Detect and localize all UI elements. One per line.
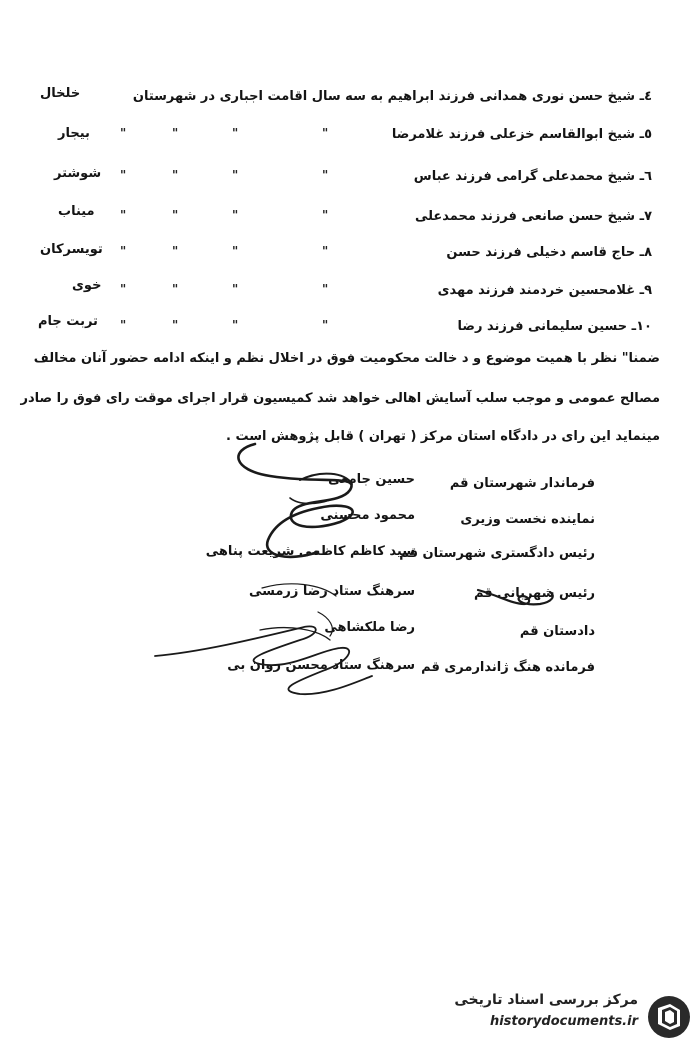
signature-stroke [238,444,352,557]
paragraph-line-1: ضمنا" نظر با همیت موضوع و د خالت محکومیت فوق در اخلال نظم و اینکه ادامه حضور آنان مخالف [33,351,660,366]
ditto-mark: " [172,168,179,182]
signatory-name: سرهنگ ستاد رضا زرمسی [248,584,415,599]
list-item-7-city: میناب [58,204,95,219]
ditto-mark: " [322,282,329,296]
ditto-mark: " [232,208,239,222]
list-item-4: ٤ـ شیخ حسن نوری همدانی فرزند ابراهیم به سه سال اقامت اجباری در شهرستان [132,89,652,104]
signatory-title: فرمانده هنگ ژاندارمری قم [421,660,595,675]
list-item-5: ٥ـ شیخ ابوالقاسم خزعلی فرزند غلامرضا [391,127,652,142]
signature-stroke [290,498,330,504]
signatory-name: سرهنگ ستاد محسن روان بی [227,658,415,673]
ditto-mark: " [120,318,127,332]
ditto-mark: " [120,168,127,182]
list-item-9: ٩ـ غلامحسین خردمند فرزند مهدی [437,283,652,298]
ditto-mark: " [322,126,329,140]
list-item-7: ٧ـ شیخ حسن صانعی فرزند محمدعلی [414,209,652,224]
document-center-logo-icon [646,994,692,1040]
list-item-6: ٦ـ شیخ محمدعلی گرامی فرزند عباس [413,169,652,184]
ditto-mark: " [172,282,179,296]
list-item-4-city: خلخال [40,86,81,101]
signatory-title: دادستان قم [519,624,595,639]
ditto-mark: " [232,282,239,296]
ditto-mark: " [322,244,329,258]
ditto-mark: " [172,318,179,332]
list-item-8-city: تویسرکان [40,242,103,257]
ditto-mark: " [120,282,127,296]
footer-watermark [410,990,700,1040]
ditto-mark: " [322,318,329,332]
ditto-mark: " [232,126,239,140]
ditto-mark: " [120,208,127,222]
list-item-5-city: بیجار [58,126,90,141]
footer-title: مرکز بررسی اسناد تاریخی [454,992,638,1008]
signatory-title: رئیس دادگستری شهرستان قم [399,546,595,561]
ditto-mark: " [172,208,179,222]
signatory-title: فرماندار شهرستان قم [449,476,595,491]
signatory-title: نماینده نخست وزیری [460,512,595,527]
ditto-mark: " [232,244,239,258]
ditto-mark: " [172,126,179,140]
signatory-name: حسین جامعی [328,472,415,487]
ditto-mark: " [232,318,239,332]
ditto-mark: " [322,208,329,222]
signatory-name: سید کاظم کاظمی شریعت پناهی [205,544,415,559]
signatory-name: رضا ملکشاهی [324,620,415,635]
footer-url: historydocuments.ir [489,1014,638,1029]
ditto-mark: " [120,126,127,140]
list-item-8: ٨ـ حاج قاسم دخیلی فرزند حسن [446,245,652,260]
signatory-name: محمود محسنی [320,508,415,523]
ditto-mark: " [172,244,179,258]
ditto-mark: " [322,168,329,182]
list-item-10: ١٠ـ حسین سلیمانی فرزند رضا [457,319,652,334]
list-item-10-city: تربت جام [38,314,98,329]
list-item-6-city: شوشتر [54,166,102,181]
paragraph-line-3: مینماید این رای در دادگاه استان مرکز ( تهران ) قابل پژوهش است . [226,429,660,444]
signatory-title: رئیس شهربانی قم [473,586,595,601]
list-item-9-city: خوی [72,278,102,293]
signature-stroke [260,628,330,640]
paragraph-line-2: مصالح عمومی و موجب سلب آسایش اهالی خواهد شد کمیسیون قرار اجرای موقت رای فوق را صادر [20,391,660,406]
ditto-mark: " [232,168,239,182]
ditto-mark: " [120,244,127,258]
